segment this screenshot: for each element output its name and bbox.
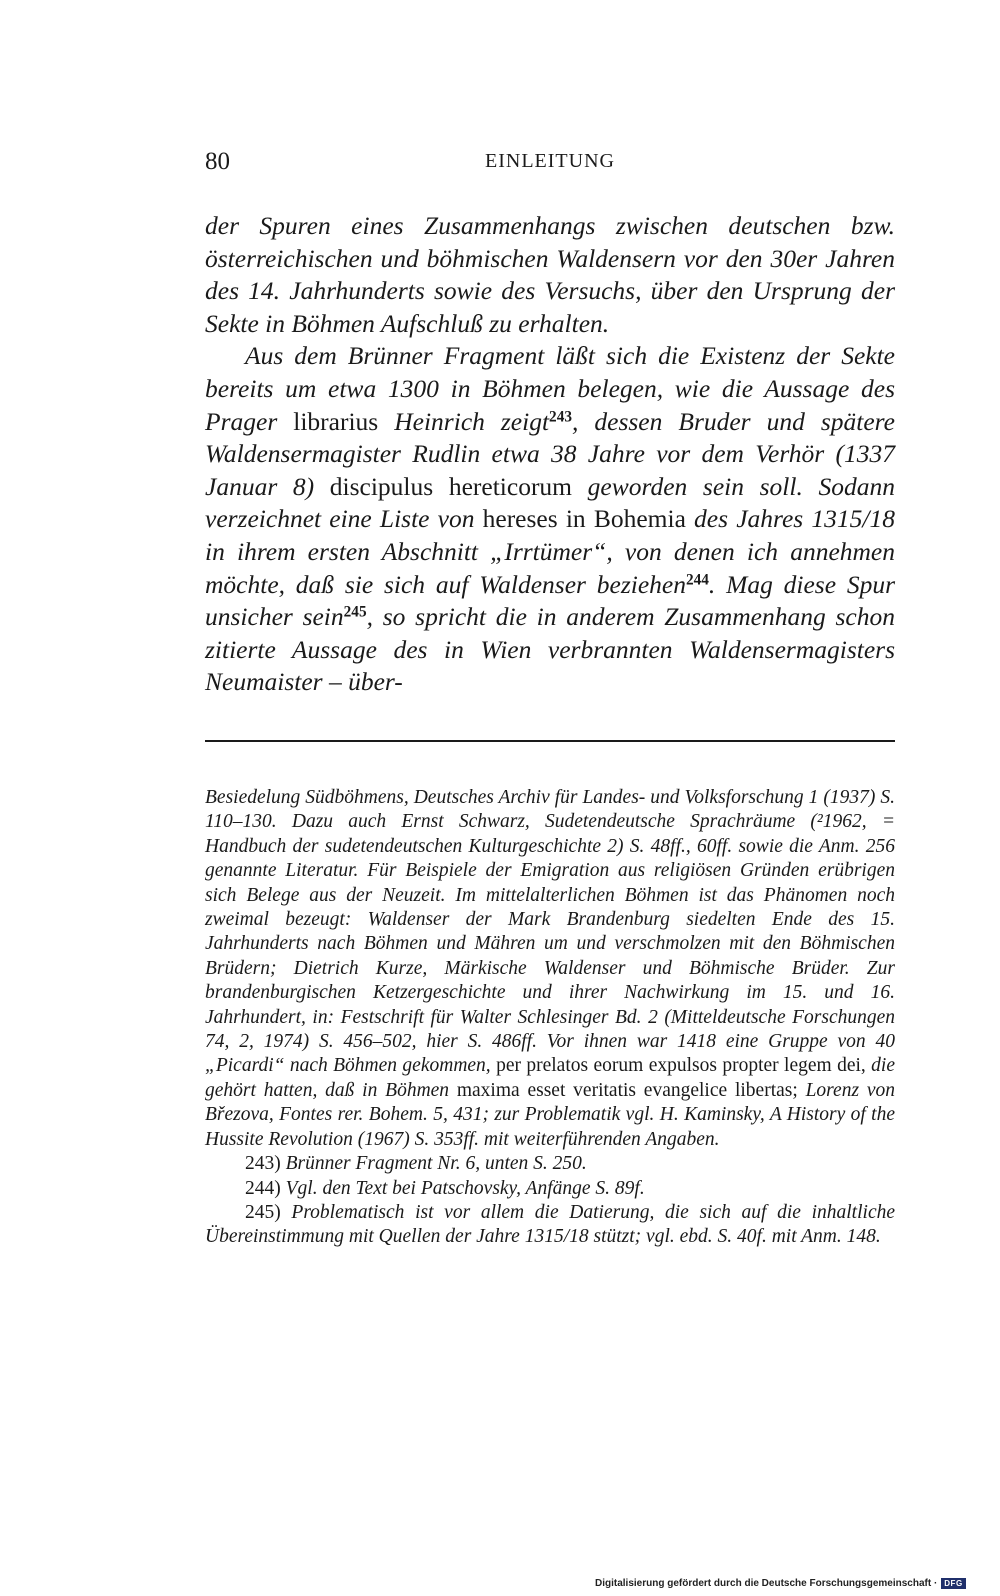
running-title: EINLEITUNG (485, 150, 615, 172)
dfg-logo: DFG (941, 1578, 965, 1589)
text-segment: , dessen Bruder und spätere Waldensermagister Rudlin etwa 38 Jahre vor dem Verhör (1337 Januar 8) (205, 406, 895, 501)
latin-term: discipulus hereticorum (329, 471, 573, 501)
text-segment: des Jahres 1315/18 in ihrem ersten Abschnitt „Irrtümer“, von denen ich annehmen möchte, daß sie sich auf Waldenser beziehen (205, 504, 895, 599)
main-text (205, 210, 895, 699)
footnote-continued (205, 786, 895, 1152)
footnote-243 (205, 1152, 895, 1176)
latin-quote: per prelatos eorum expulsos propter legem dei, (496, 1055, 866, 1077)
text-segment: Aus dem Brünner Fragment läßt sich die Existenz der Sekte bereits um etwa 1300 in Böhmen belegen, wie die Aussage des Prager (205, 341, 895, 436)
footnote-245 (205, 1201, 895, 1250)
paragraph-1: der Spuren eines Zusammenhangs zwischen deutschen bzw. österreichischen und böhmischen Waldensern vor den 30er Jahren des 14. Jahrhunderts sowie des Versuchs, über den Ursprung der Sekte in Böhmen Aufschluß zu erhalten. (205, 211, 895, 338)
paragraph-2 (205, 340, 895, 699)
digitization-note: Digitalisierung gefördert durch die Deutsche Forschungsgemeinschaft · (595, 1578, 938, 1590)
footnote-divider (205, 740, 895, 742)
footnote-text: Problematisch ist vor allem die Datierung, die sich auf die inhaltliche Übereinstimmung mit Quellen der Jahre 1315/18 stützt; vgl. ebd. S. 40f. mit Anm. 148. (205, 1201, 895, 1248)
latin-term: hereses in Bohemia (482, 504, 686, 534)
footnotes (205, 786, 895, 1250)
latin-quote: maxima esset veritatis evangelice libertas; (456, 1079, 798, 1101)
text-segment: die gehört hatten, daß in Böhmen (205, 1055, 895, 1101)
text-segment: Lorenz von Březova, Fontes rer. Bohem. 5, 431; zur Problematik vgl. H. Kaminsky, A History of the Hussite Revolution (1967) S. 353ff. mit weiterführenden Angaben. (205, 1079, 895, 1150)
footnote-number: 243) (245, 1153, 281, 1175)
page-header (205, 148, 895, 182)
text-segment: , so spricht die in anderem Zusammenhang schon zitierte Aussage des in Wien verbrannten Waldensermagisters Neumaister – über- (205, 602, 895, 697)
footnote-ref-245[interactable]: 245 (343, 603, 367, 621)
text-segment: . Mag diese Spur unsicher sein (205, 569, 895, 632)
footnote-text: Brünner Fragment Nr. 6, unten S. 250. (280, 1153, 587, 1175)
footnote-number: 244) (245, 1177, 281, 1199)
footnote-244 (205, 1177, 895, 1201)
footnote-number: 245) (245, 1201, 281, 1223)
text-segment: Besiedelung Südböhmens, Deutsches Archiv für Landes- und Volksforschung 1 (1937) S. 110–130. Dazu auch Ernst Schwarz, Sudetendeutsche Sprachräume (²1962, = Handbuch der sudetendeutschen Kulturgeschichte 2) S. 48ff., 60ff. sowie die Anm. 256 genannte Literatur. Für Beispiele der Emigration aus religiösen Gründen erübrigen sich Belege aus der Neuzeit. Im mittelalterlichen Böhmen ist das Phänomen noch zweimal bezeugt: Waldenser der Mark Brandenburg siedelten Ende des 15. Jahrhunderts nach Böhmen und Mähren um und verschmolzen mit den Böhmischen Brüdern; Dietrich Kurze, Märkische Waldenser und Böhmische Brüder. Zur brandenburgischen Ketzergeschichte und ihrer Nachwirkung im 15. und 16. Jahrhundert, in: Festschrift für Walter Schlesinger Bd. 2 (Mitteldeutsche Forschungen 74, 2, 1974) S. 456–502, hier S. 486ff. Vor ihnen war 1418 eine Gruppe von 40 „Picardi“ nach Böhmen gekommen, (205, 787, 895, 1077)
footnote-ref-244[interactable]: 244 (685, 571, 709, 589)
text-segment: Heinrich zeigt (378, 406, 550, 436)
footnote-ref-243[interactable]: 243 (549, 408, 572, 426)
text-segment: geworden sein soll. Sodann verzeichnet eine Liste von (205, 471, 895, 534)
footnote-text: Vgl. den Text bei Patschovsky, Anfänge S. 89f. (280, 1177, 645, 1199)
page-number: 80 (205, 148, 230, 175)
latin-term: librarius (293, 406, 379, 436)
digitization-credit (595, 1578, 966, 1592)
